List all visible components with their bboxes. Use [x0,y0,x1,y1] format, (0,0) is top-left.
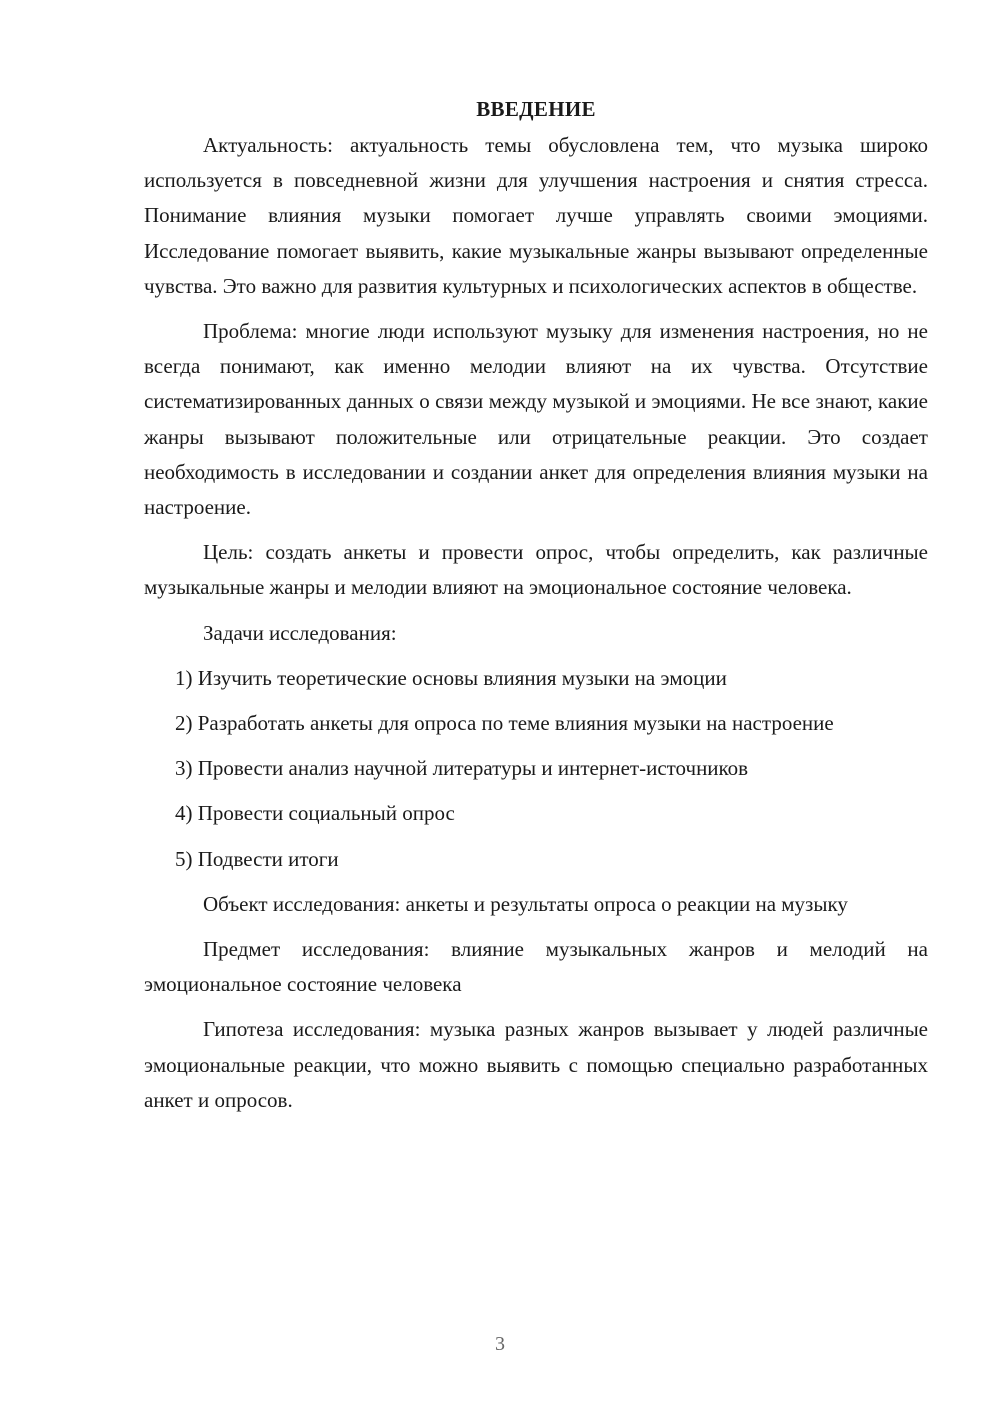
paragraph-tasks-heading: Задачи исследования: [203,620,397,645]
page-number: 3 [495,1333,505,1355]
document-page [144,92,928,1128]
paragraph-goal: Цель: создать анкеты и провести опрос, чтобы определить, как различные музыкальные жанры и мелодии влияют на эмоциональное состояние человека. [144,540,928,600]
list-item: 1) Изучить теоретические основы влияния музыки на эмоции [175,665,727,690]
paragraph-subject: Предмет исследования: влияние музыкальных жанров и мелодий на эмоциональное состояние человека [144,937,928,997]
paragraph-problem: Проблема: многие люди используют музыку для изменения настроения, но не всегда понимают, как именно мелодии влияют на их чувства. Отсутствие систематизированных данных о связи между музыкой и эмоциями. Не все знают, какие жанры вызывают положительные или отрицательные реакции. Это создает необходимость в исследовании и создании анкет для определения влияния музыки на настроение. [144,319,928,520]
list-item: 3) Провести анализ научной литературы и интернет-источников [175,756,749,781]
task-list [144,661,928,877]
paragraph-hypothesis: Гипотеза исследования: музыка разных жанров вызывает у людей различные эмоциональные реакции, что можно выявить с помощью специально разработанных анкет и опросов. [144,1017,928,1112]
list-item: 5) Подвести итоги [175,846,339,871]
list-item: 4) Провести социальный опрос [175,801,455,826]
page-title: ВВЕДЕНИЕ [476,97,596,121]
paragraph-object: Объект исследования: анкеты и результаты опроса о реакции на музыку [203,891,848,916]
paragraph-relevance: Актуальность: актуальность темы обусловлена тем, что музыка широко используется в повседневной жизни для улучшения настроения и снятия стресса. Понимание влияния музыки помогает лучше управлять своими эмоциями. Исследование помогает выявить, какие музыкальные жанры вызывают определенные чувства. Это важно для развития культурных и психологических аспектов в обществе. [144,133,928,298]
list-item: 2) Разработать анкеты для опроса по теме влияния музыки на настроение [175,711,834,736]
